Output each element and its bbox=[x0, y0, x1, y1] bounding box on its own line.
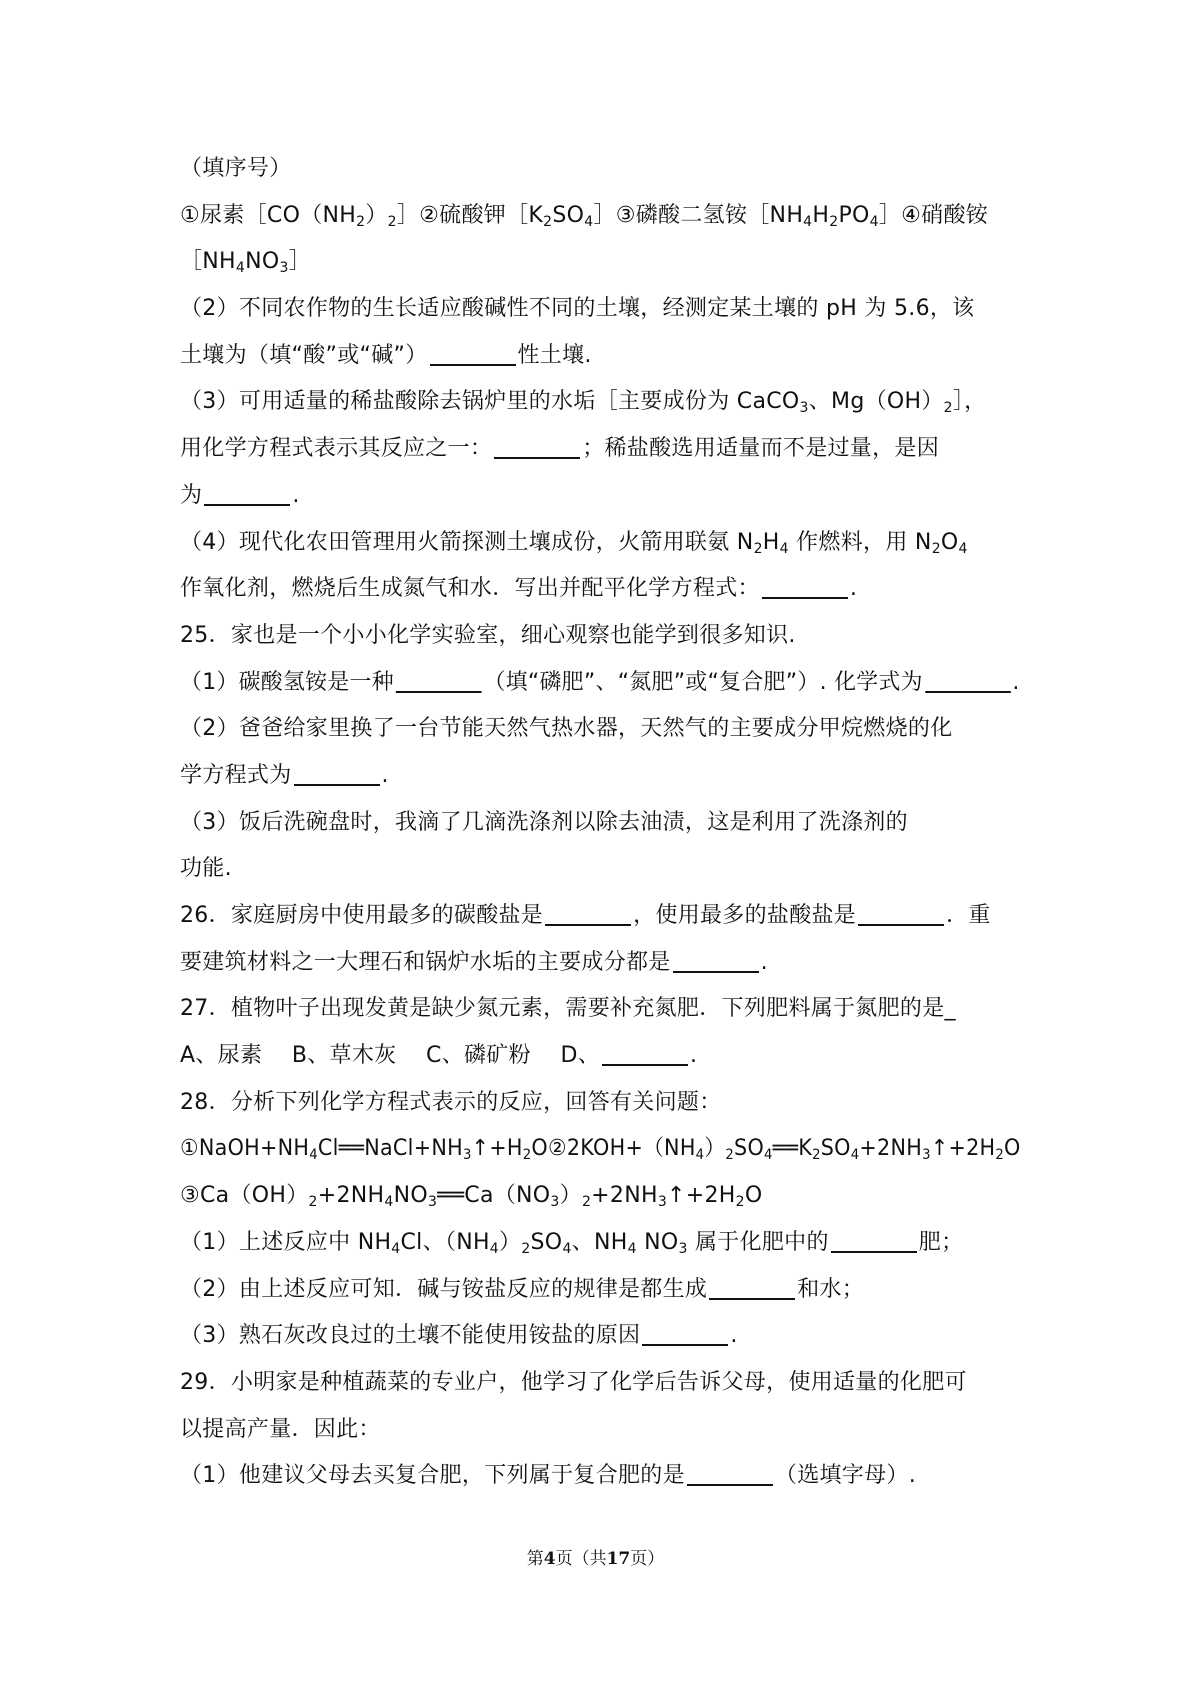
text-line bbox=[180, 239, 1020, 286]
answer-blank[interactable] bbox=[602, 1036, 688, 1066]
subscript: 2 bbox=[943, 400, 953, 417]
subscript: 2 bbox=[812, 1147, 821, 1164]
footer-prefix: 第 bbox=[526, 1549, 544, 1569]
text-segment: 27．植物叶子出现发黄是缺少氮元素，需要补充氮肥．下列肥料属于氮肥的是_ bbox=[180, 996, 956, 1022]
text-segment: 用化学方程式表示其反应之一： bbox=[180, 436, 493, 462]
text-segment: （3）饭后洗碗盘时，我滴了几滴洗涤剂以除去油渍，这是利用了洗涤剂的 bbox=[180, 809, 908, 835]
text-segment: ；稀盐酸选用适量而不是过量，是因 bbox=[582, 436, 940, 462]
subscript: 4 bbox=[764, 1147, 773, 1164]
text-segment: ↑+2H bbox=[930, 1136, 996, 1162]
text-segment: 26．家庭厨房中使用最多的碳酸盐是 bbox=[180, 903, 544, 928]
subscript: 2 bbox=[522, 1147, 532, 1164]
text-line bbox=[180, 473, 1020, 520]
text-line bbox=[180, 286, 1020, 333]
text-segment: ） bbox=[499, 1229, 522, 1255]
answer-blank[interactable] bbox=[494, 429, 580, 459]
subscript: 3 bbox=[550, 1194, 560, 1211]
text-segment: （填“磷肥”、“氮肥”或“复合肥”）. 化学式为 bbox=[483, 669, 923, 695]
text-segment: （填序号） bbox=[180, 156, 292, 181]
text-segment: Cl、（NH bbox=[400, 1229, 490, 1255]
text-segment: （1）他建议父母去买复合肥，下列属于复合肥的是 bbox=[180, 1463, 685, 1489]
text-segment: ） bbox=[365, 202, 388, 228]
subscript: 3 bbox=[427, 1194, 438, 1211]
text-segment: ，使用最多的盐酸盐是 bbox=[633, 903, 857, 928]
answer-blank[interactable] bbox=[545, 896, 631, 926]
text-segment: ．重 bbox=[946, 903, 991, 928]
subscript: 4 bbox=[391, 1240, 401, 1257]
text-segment: ） bbox=[559, 1183, 582, 1209]
text-segment: H bbox=[762, 529, 780, 555]
text-segment: ） bbox=[704, 1136, 726, 1162]
text-segment: 要建筑材料之一大理石和锅炉水垢的主要成分都是 bbox=[180, 949, 671, 975]
text-segment: A、尿素 B、草木灰 C、磷矿粉 D、 bbox=[180, 1043, 601, 1069]
text-segment: . bbox=[1012, 669, 1020, 695]
answer-blank[interactable] bbox=[204, 476, 290, 506]
text-line bbox=[180, 426, 1020, 473]
text-segment: （2）不同农作物的生长适应酸碱性不同的土壤，经测定某土壤的 pH 为 5.6，该 bbox=[180, 296, 975, 322]
text-segment: SO bbox=[820, 1136, 851, 1162]
text-line bbox=[180, 613, 1020, 660]
text-line bbox=[180, 893, 1020, 940]
text-line bbox=[180, 660, 1020, 707]
subscript: 3 bbox=[678, 1240, 688, 1257]
subscript: 2 bbox=[387, 213, 397, 230]
text-segment: ①尿素［CO（NH bbox=[180, 202, 357, 228]
text-segment: 和水； bbox=[797, 1276, 865, 1302]
text-segment: . bbox=[690, 1043, 698, 1069]
text-line bbox=[180, 1080, 1020, 1127]
subscript: 2 bbox=[356, 213, 366, 230]
answer-blank[interactable] bbox=[396, 663, 482, 693]
text-segment: 、Mg（OH） bbox=[808, 389, 944, 415]
text-segment: Cl══NaCl+NH bbox=[317, 1136, 463, 1162]
page-body bbox=[180, 146, 1020, 1500]
text-segment: NO bbox=[393, 1183, 428, 1209]
subscript: 2 bbox=[308, 1194, 318, 1211]
subscript: 4 bbox=[489, 1240, 500, 1257]
footer-page-number: 4 bbox=[543, 1549, 556, 1569]
text-segment: ↑+2H bbox=[667, 1183, 736, 1209]
text-segment: 属于化肥中的 bbox=[687, 1229, 829, 1255]
text-line bbox=[180, 146, 1020, 193]
text-segment: ［NH bbox=[180, 249, 236, 275]
text-segment: ══Ca（NO bbox=[437, 1183, 551, 1209]
text-segment: 为 bbox=[180, 482, 203, 508]
subscript: 4 bbox=[384, 1194, 394, 1211]
text-segment: +2NH bbox=[859, 1136, 923, 1162]
text-line bbox=[180, 1267, 1020, 1314]
text-line bbox=[180, 520, 1020, 567]
text-line bbox=[180, 1220, 1020, 1267]
text-segment: 学方程式为 bbox=[180, 762, 292, 788]
text-line bbox=[180, 379, 1020, 426]
subscript: 4 bbox=[803, 213, 813, 230]
answer-blank[interactable] bbox=[430, 336, 516, 366]
text-segment: PO bbox=[838, 202, 870, 228]
text-segment: O bbox=[744, 1183, 763, 1209]
subscript: 4 bbox=[627, 1240, 637, 1257]
text-segment: ］②硫酸钾［K bbox=[396, 202, 544, 228]
text-line bbox=[180, 193, 1020, 240]
text-segment: NO bbox=[636, 1229, 679, 1255]
footer-suffix: 页） bbox=[630, 1549, 665, 1569]
text-segment: . bbox=[381, 762, 389, 788]
text-segment: 肥； bbox=[918, 1229, 964, 1255]
page-footer bbox=[0, 1544, 1191, 1569]
subscript: 4 bbox=[309, 1147, 318, 1164]
text-segment: 、NH bbox=[571, 1229, 628, 1255]
text-segment: SO bbox=[552, 202, 585, 228]
text-segment: . bbox=[760, 949, 768, 975]
text-segment: 作燃料，用 N bbox=[788, 529, 932, 555]
text-segment: （4）现代化农田管理用火箭探测土壤成份，火箭用联氨 N bbox=[180, 529, 754, 555]
subscript: 4 bbox=[584, 213, 594, 230]
text-segment: O②2KOH+（NH bbox=[531, 1136, 696, 1162]
text-segment: ↑+H bbox=[471, 1136, 523, 1162]
text-line bbox=[180, 986, 1020, 1033]
text-segment: ══K bbox=[772, 1136, 813, 1162]
answer-blank[interactable] bbox=[687, 1456, 773, 1486]
subscript: 2 bbox=[725, 1147, 735, 1164]
text-line bbox=[180, 846, 1020, 893]
text-segment: SO bbox=[734, 1136, 765, 1162]
subscript: 4 bbox=[562, 1240, 572, 1257]
text-segment: 以提高产量．因此： bbox=[180, 1416, 381, 1442]
text-segment: （2）由上述反应可知．碱与铵盐反应的规律是都生成 bbox=[180, 1276, 708, 1302]
text-segment: 25．家也是一个小小化学实验室，细心观察也能学到很多知识. bbox=[180, 622, 796, 648]
subscript: 2 bbox=[521, 1240, 531, 1257]
text-segment: ］ bbox=[288, 249, 312, 275]
subscript: 2 bbox=[581, 1194, 592, 1211]
text-line bbox=[180, 1126, 1021, 1173]
text-segment: （3）熟石灰改良过的土壤不能使用铵盐的原因 bbox=[180, 1323, 641, 1349]
subscript: 4 bbox=[695, 1147, 705, 1164]
subscript: 2 bbox=[995, 1147, 1005, 1164]
footer-middle: 页（共 bbox=[555, 1549, 607, 1569]
subscript: 3 bbox=[462, 1147, 472, 1164]
text-segment: （1）上述反应中 NH bbox=[180, 1229, 392, 1255]
answer-blank[interactable] bbox=[831, 1223, 917, 1253]
answer-blank[interactable] bbox=[642, 1316, 728, 1346]
text-line bbox=[180, 333, 1020, 380]
text-segment: O bbox=[940, 529, 959, 555]
subscript: 3 bbox=[922, 1147, 931, 1164]
text-segment: （3）可用适量的稀盐酸除去锅炉里的水垢［主要成份为 CaCO bbox=[180, 389, 800, 415]
text-segment: H bbox=[812, 202, 830, 228]
text-segment: ］④硝酸铵 bbox=[878, 202, 989, 228]
subscript: 4 bbox=[958, 540, 968, 557]
text-segment: 功能. bbox=[180, 856, 232, 882]
text-segment: 作氧化剂，燃烧后生成氮气和水．写出并配平化学方程式： bbox=[180, 576, 760, 602]
text-segment: ］③磷酸二氢铵［NH bbox=[593, 202, 804, 228]
text-segment: （选填字母）. bbox=[774, 1463, 916, 1489]
answer-blank[interactable] bbox=[673, 943, 759, 973]
text-segment: SO bbox=[530, 1229, 563, 1255]
text-segment: 性土壤. bbox=[517, 342, 592, 368]
text-line bbox=[180, 1453, 1020, 1500]
footer-total-pages: 17 bbox=[606, 1549, 631, 1569]
answer-blank[interactable] bbox=[925, 663, 1011, 693]
text-segment: . bbox=[849, 576, 858, 602]
subscript: 3 bbox=[279, 260, 289, 277]
answer-blank[interactable] bbox=[294, 756, 380, 786]
text-segment: 28．分析下列化学方程式表示的反应，回答有关问题： bbox=[180, 1089, 722, 1115]
subscript: 4 bbox=[869, 213, 879, 230]
text-line bbox=[180, 1360, 1020, 1407]
answer-blank[interactable] bbox=[762, 569, 848, 599]
subscript: 2 bbox=[543, 213, 553, 230]
text-segment: +2NH bbox=[591, 1183, 658, 1209]
subscript: 2 bbox=[931, 540, 941, 557]
subscript: 4 bbox=[850, 1147, 860, 1164]
text-line bbox=[180, 1407, 1020, 1454]
text-segment: . bbox=[730, 1323, 738, 1349]
answer-blank[interactable] bbox=[858, 896, 944, 926]
text-segment: （2）爸爸给家里换了一台节能天然气热水器，天然气的主要成分甲烷燃烧的化 bbox=[180, 716, 953, 742]
text-segment: （1）碳酸氢铵是一种 bbox=[180, 669, 394, 695]
subscript: 4 bbox=[235, 260, 246, 277]
text-segment: O bbox=[1004, 1136, 1021, 1162]
subscript: 4 bbox=[779, 540, 789, 557]
subscript: 2 bbox=[829, 213, 839, 230]
text-segment: . bbox=[292, 482, 300, 508]
subscript: 3 bbox=[799, 400, 809, 417]
subscript: 2 bbox=[735, 1194, 745, 1211]
subscript: 3 bbox=[657, 1194, 668, 1211]
text-segment: ］， bbox=[952, 389, 987, 415]
text-segment: 土壤为（填“酸”或“碱”） bbox=[180, 342, 428, 368]
text-segment: NO bbox=[245, 249, 280, 275]
text-line bbox=[180, 566, 1020, 613]
text-line bbox=[180, 1313, 1020, 1360]
text-segment: ③Ca（OH） bbox=[180, 1183, 309, 1209]
text-segment: +2NH bbox=[317, 1183, 385, 1209]
text-segment: ①NaOH+NH bbox=[180, 1136, 310, 1162]
text-line bbox=[180, 1033, 1020, 1080]
text-line bbox=[180, 753, 1020, 800]
subscript: 2 bbox=[753, 540, 763, 557]
text-segment: 29．小明家是种植蔬菜的专业户，他学习了化学后告诉父母，使用适量的化肥可 bbox=[180, 1369, 967, 1395]
answer-blank[interactable] bbox=[709, 1270, 795, 1300]
text-line bbox=[180, 940, 1020, 987]
text-line bbox=[180, 1173, 1020, 1220]
text-line bbox=[180, 706, 1020, 753]
text-line bbox=[180, 800, 1020, 847]
